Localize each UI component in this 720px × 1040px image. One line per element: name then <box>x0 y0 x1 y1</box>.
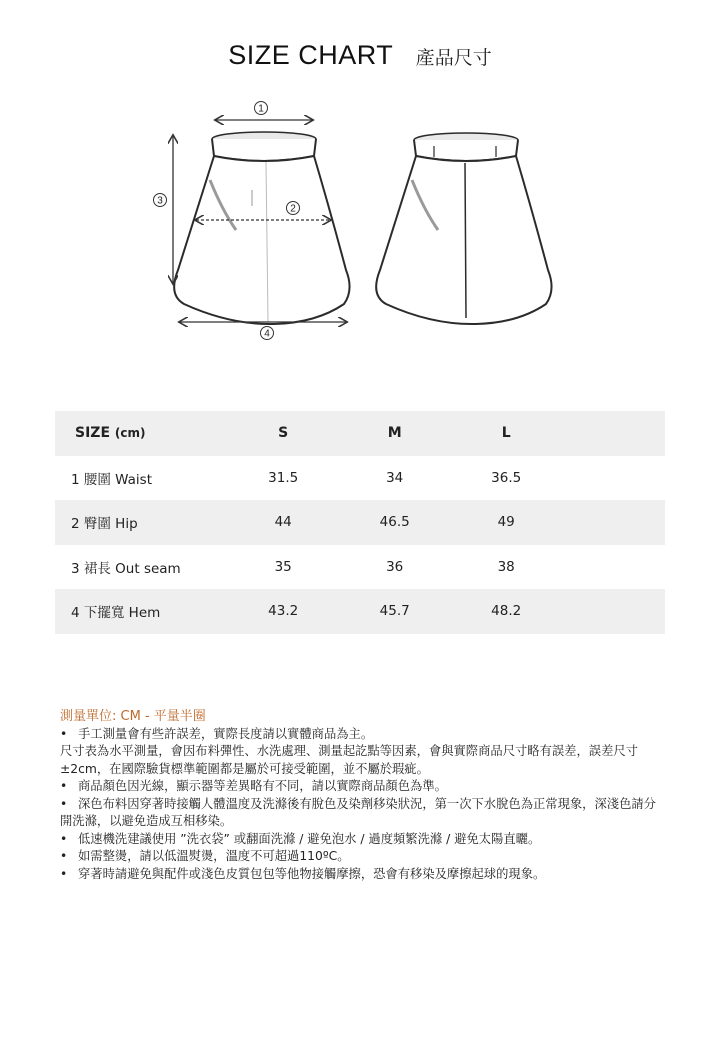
cell-value: 49 <box>497 514 515 531</box>
header-size-m: M <box>387 425 402 442</box>
note-item: • 如需整燙，請以低溫熨燙，溫度不可超過110ºC。 <box>60 849 350 863</box>
marker-4: 4 <box>264 328 270 340</box>
cell-value: 38 <box>497 558 515 575</box>
note-item: • 穿著時請避免與配件或淺色皮質包包等他物接觸摩擦，恐會有移染及摩擦起球的現象。 <box>60 866 546 881</box>
skirt-back-drawing <box>376 133 551 324</box>
cell-value: 36.5 <box>491 469 522 486</box>
marker-3: 3 <box>157 195 163 207</box>
note-item: • 手工測量會有些許誤差，實際長度請以實體商品為主。 <box>60 726 374 741</box>
table-row <box>55 500 665 545</box>
size-table <box>55 411 665 634</box>
cell-value: 36 <box>386 558 404 575</box>
size-chart-title <box>0 40 720 71</box>
marker-2: 2 <box>290 203 296 215</box>
row-label-waist: 1 腰圍 Waist <box>71 471 153 488</box>
header-size-s: S <box>278 425 289 442</box>
skirt-measurement-diagram <box>140 90 580 350</box>
skirt-front-drawing <box>174 132 349 324</box>
cell-value: 35 <box>274 558 292 575</box>
row-label-out-seam: 3 裙長 Out seam <box>71 560 181 577</box>
cell-value: 43.2 <box>268 603 299 620</box>
note-item: • 低速機洗建議使用 ”洗衣袋” 或翻面洗滌 / 避免泡水 / 過度頻繁洗滌 / 避免太陽直曬。 <box>60 831 541 846</box>
marker-1: 1 <box>258 103 264 115</box>
cell-value: 31.5 <box>268 469 299 486</box>
cell-value: 46.5 <box>379 514 410 531</box>
table-row <box>55 545 665 590</box>
note-item: • 商品顏色因光線，顯示器等差異略有不同，請以實際商品顏色為準。 <box>60 779 447 793</box>
table-header-row <box>55 411 665 456</box>
row-label-hem: 4 下擺寬 Hem <box>71 605 161 622</box>
title-english: SIZE CHART <box>228 40 394 70</box>
note-item: • 深色布料因穿著時接觸人體溫度及洗滌後有脫色及染劑移染狀況，第一次下水脫色為正常現象，深淺色請分開洗滌，以避免造成互相移染。 <box>60 796 656 828</box>
row-label-hip: 2 臀圍 Hip <box>71 516 138 533</box>
cell-value: 34 <box>386 469 404 486</box>
measurement-unit-heading: 測量單位: CM - 平量半圈 <box>60 709 206 724</box>
table-row <box>55 456 665 501</box>
care-notes <box>60 708 660 883</box>
table-row <box>55 589 665 634</box>
cell-value: 48.2 <box>491 603 522 620</box>
header-size-l: L <box>501 425 511 442</box>
cell-value: 45.7 <box>379 603 410 620</box>
title-chinese: 產品尺寸 <box>415 48 492 69</box>
header-size-label: SIZE (cm) <box>75 425 146 442</box>
note-item: 尺寸表為水平測量，會因布料彈性、水洗處理、測量起訖點等因素，會與實際商品尺寸略有誤差，誤差尺寸±2cm，在國際驗貨標準範圍都是屬於可接受範圍，並不屬於瑕疵。 <box>60 744 638 776</box>
cell-value: 44 <box>274 514 292 531</box>
